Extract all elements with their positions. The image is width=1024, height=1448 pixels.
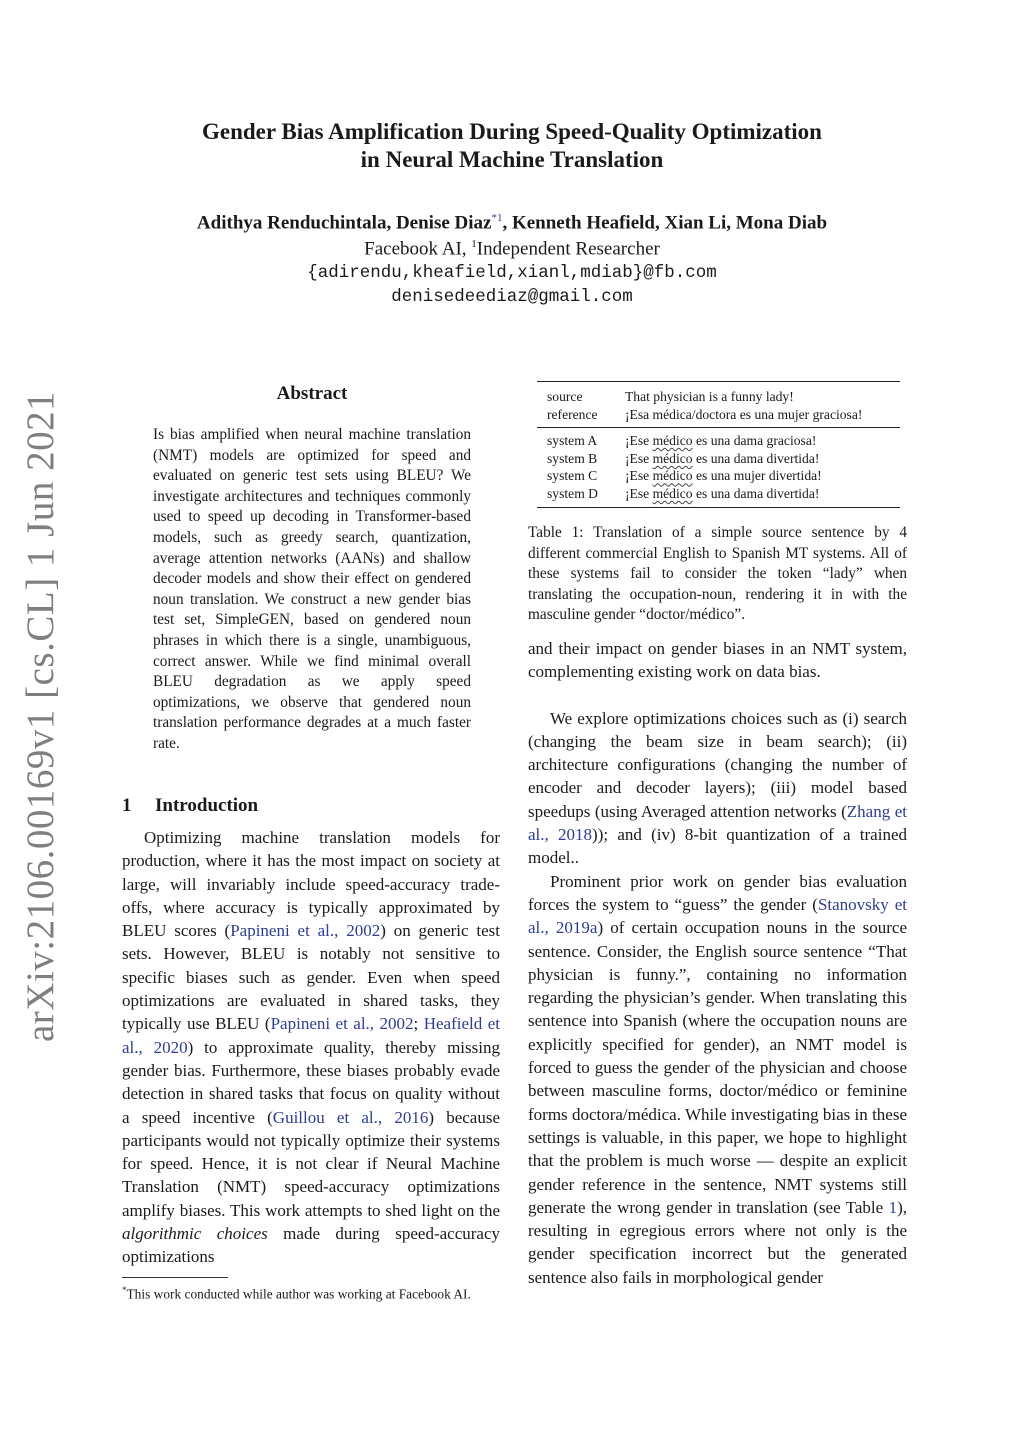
- row-label: reference: [547, 406, 598, 422]
- section-number: 1: [122, 795, 132, 816]
- citation-link[interactable]: Heafield et al., 2020: [122, 1014, 500, 1057]
- text-run: ¡Ese: [625, 433, 653, 449]
- section-title: Introduction: [155, 795, 259, 816]
- introduction-body: [122, 826, 500, 1269]
- row-text: [625, 485, 900, 503]
- table-row: [537, 406, 900, 424]
- text-run: ) on generic test sets. However, BLEU is notably not sensitive to specific biases such as gender. Even when speed optimizations are evaluated in shared tasks, they typically use BLEU (: [122, 921, 501, 1034]
- email-line-1: {adirendu,kheafield,xianl,mdiab}@fb.com: [307, 263, 717, 283]
- table-ref-link[interactable]: 1: [888, 1197, 898, 1217]
- text-run: es una mujer divertida!: [692, 468, 822, 484]
- right-column-body: [528, 637, 907, 1289]
- table-bottom-rule: [537, 507, 900, 508]
- footnote-divider: [122, 1277, 228, 1278]
- authors-part-a: Adithya Renduchintala, Denise Diaz: [196, 212, 492, 234]
- right-paragraph-2: [528, 870, 907, 1289]
- footnote-mark: *: [122, 1285, 127, 1295]
- row-text: [625, 450, 900, 468]
- table-systems-group: [537, 428, 900, 502]
- authors-part-b: , Kenneth Heafield, Xian Li, Mona Diab: [502, 212, 828, 234]
- text-run: ¡Ese: [625, 450, 653, 466]
- row-text: That physician is a funny lady!: [625, 389, 794, 404]
- error-noun: médico: [652, 468, 693, 484]
- row-text: ¡Esa médica/doctora es una mujer graciosa!: [625, 406, 863, 422]
- table-row: [537, 450, 900, 468]
- citation-link[interactable]: Zhang et al., 2018: [528, 801, 908, 845]
- author-footnote-mark[interactable]: *1: [491, 212, 503, 224]
- citation-link[interactable]: Stanovsky et al., 2019a: [528, 894, 907, 938]
- row-label: source: [547, 389, 583, 404]
- title-line-1: Gender Bias Amplification During Speed-Quality Optimization: [202, 119, 822, 144]
- text-run: Optimizing machine translation models for production, where it has the most impact on society at large, will invariably include speed-accuracy trade-offs, where accuracy is typically approximated by BLEU scores (: [122, 828, 500, 941]
- paper-title: [100, 118, 924, 174]
- row-text: [625, 432, 900, 450]
- row-label: system D: [547, 485, 598, 501]
- table-caption: Table 1: Translation of a simple source sentence by 4 different commercial English to Spanish MT systems. All of these systems fail to consider the token “lady” when translating the occupation-noun, rendering it in with the masculine gender “doctor/médico”.: [528, 524, 907, 624]
- citation-link[interactable]: Papineni et al., 2002: [270, 1014, 414, 1034]
- title-line-2: in Neural Machine Translation: [360, 147, 664, 172]
- text-run: ¡Ese: [625, 468, 653, 484]
- text-run: ) because participants would not typically optimize their systems for speed. Hence, it is not clear if Neural Machine Translation (NMT) speed-accuracy optimizations amplify biases. This work attempts to shed light on the: [122, 1107, 501, 1220]
- error-noun: médico: [652, 485, 693, 501]
- text-run: Prominent prior work on gender bias evaluation forces the system to “guess” the gender (: [528, 871, 907, 914]
- emphasis-text: algorithmic choices: [122, 1224, 268, 1244]
- text-run: ) of certain occupation nouns in the source sentence. Consider, the English source sentence “That physician is funny.”, containing no information regarding the physician’s gender. When translating this sentence into Spanish (where the occupation nouns are explicitly specified for gender), an NMT model is forced to guess the gender of the physician and choose between masculine forms, doctor/médico or feminine forms doctora/médica. While investigating bias in these settings is valuable, in this paper, we hope to highlight that the problem is much worse — despite an explicit gender reference in the sentence, NMT systems still generate the wrong gender in translation (see Table: [528, 918, 907, 1217]
- affil-part-a: Facebook AI,: [364, 238, 472, 260]
- affil-mark: 1: [471, 238, 477, 250]
- arxiv-id: arXiv:2106.00169v1 [cs.CL] 1 Jun 2021: [19, 390, 62, 1042]
- affiliations: [100, 238, 924, 260]
- right-paragraph-0: and their impact on gender biases in an NMT system, complementing existing work on data bias.: [528, 639, 907, 682]
- error-noun: médico: [652, 450, 693, 466]
- error-noun: médico: [652, 433, 693, 449]
- text-run: es una dama divertida!: [692, 450, 820, 466]
- footnote-text: This work conducted while author was working at Facebook AI.: [126, 1286, 471, 1302]
- text-run: )); and (iv) 8-bit quantization of a trained model..: [528, 825, 907, 868]
- right-paragraph-1: [528, 707, 907, 870]
- text-run: made during speed-accuracy optimizations: [122, 1224, 500, 1267]
- text-run: ) to approximate quality, thereby missing gender bias. Furthermore, these biases probably evade detection in shared tasks that focus on quality without a speed incentive (: [122, 1037, 500, 1127]
- row-label: system B: [547, 450, 598, 466]
- translation-table: [537, 381, 900, 508]
- text-run: es una dama divertida!: [692, 485, 820, 501]
- table-row: [537, 388, 900, 406]
- citation-link[interactable]: Guillou et al., 2016: [272, 1107, 429, 1127]
- row-label: system C: [547, 468, 598, 484]
- citation-link[interactable]: Papineni et al., 2002: [230, 921, 381, 941]
- text-run: ;: [413, 1014, 424, 1034]
- affil-part-b: Independent Researcher: [476, 238, 660, 260]
- abstract-heading: Abstract: [276, 383, 348, 404]
- section-heading-introduction: [122, 795, 258, 817]
- table-row: [537, 432, 900, 450]
- row-text: [625, 467, 900, 485]
- text-run: ), resulting in egregious errors where not only is the gender specification incorrect but the generated sentence also fails in morphological gender: [528, 1197, 907, 1287]
- text-run: ¡Ese: [625, 485, 653, 501]
- table-header-group: [537, 382, 900, 423]
- table-row: [537, 485, 900, 503]
- abstract-body: Is bias amplified when neural machine translation (NMT) models are optimized for speed and evaluated on generic test sets using BLEU? We investigate architectures and techniques commonly used to speed up decoding in Transformer-based models, such as greedy search, quantization, average attention networks (AANs) and shallow decoder models and show their effect on gendered noun translation. We construct a new gender bias test set, SimpleGEN, based on gendered noun phrases in which there is a single, unambiguous, correct answer. While we find minimal overall BLEU degradation as we apply speed optimizations, we observe that gendered noun translation performance degrades at a much faster rate.: [153, 426, 471, 752]
- intro-paragraph-1: [122, 826, 500, 1269]
- table-row: [537, 467, 900, 485]
- text-run: We explore optimizations choices such as (i) search (changing the beam size in beam search); (ii) architecture configurations (changing the number of encoder and decoder layers); (iii) model based speedups (using Averaged attention networks (: [528, 708, 907, 821]
- footnote: [122, 1282, 500, 1303]
- text-run: es una dama graciosa!: [692, 433, 817, 449]
- email-line-2: denisedeediaz@gmail.com: [391, 287, 633, 307]
- author-list: [100, 212, 924, 234]
- row-label: system A: [547, 433, 598, 449]
